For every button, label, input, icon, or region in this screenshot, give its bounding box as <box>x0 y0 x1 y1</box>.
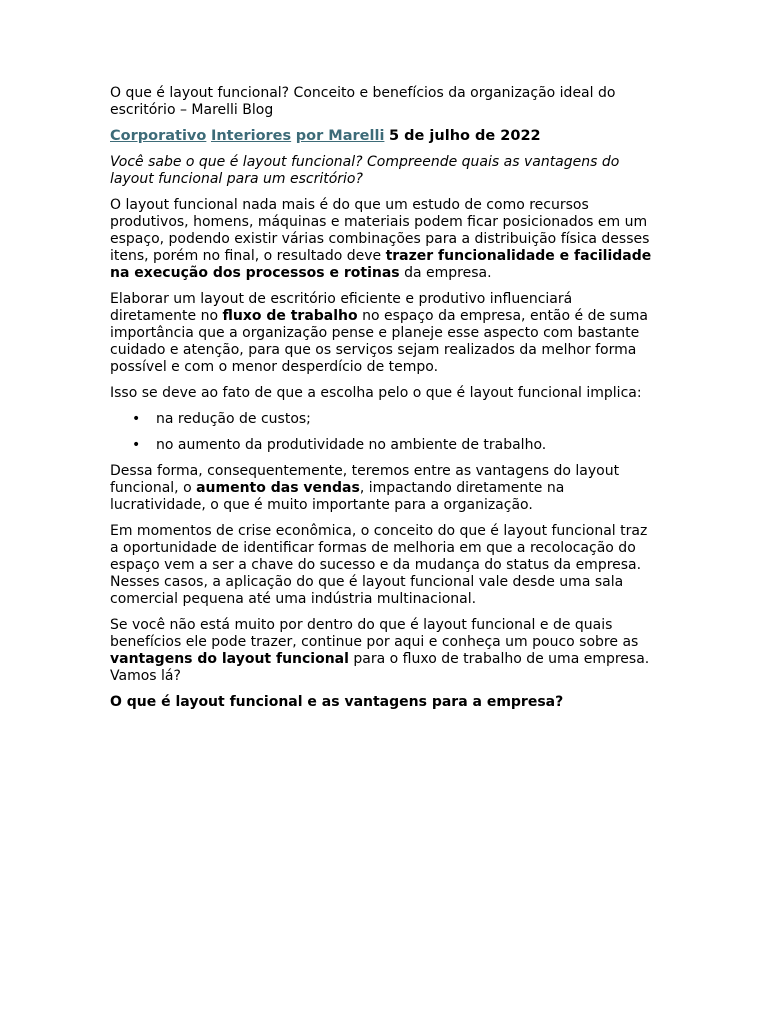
post-date: 5 de julho de 2022 <box>389 128 541 144</box>
paragraph-1-bold: trazer funcionalidade e facilidade na execução dos processos e rotinas <box>110 248 652 281</box>
list-item <box>110 437 660 454</box>
category-link-corporativo[interactable]: Corporativo <box>110 128 207 144</box>
paragraph-6 <box>110 617 660 685</box>
paragraph-2-bold: fluxo de trabalho <box>222 308 358 324</box>
list-item-text: na redução de custos; <box>156 411 311 427</box>
paragraph-1 <box>110 197 660 282</box>
paragraph-6-text-b: para o fluxo de trabalho de uma empresa. Vamos lá? <box>110 651 650 684</box>
paragraph-6-bold: vantagens do layout funcional <box>110 651 349 667</box>
paragraph-6-text-a: Se você não está muito por dentro do que é layout funcional e de quais benefícios ele pode trazer, continue por aqui e conheça um pouco sobre as <box>110 617 639 650</box>
list-item-text: no aumento da produtividade no ambiente de trabalho. <box>156 437 547 453</box>
section-heading: O que é layout funcional e as vantagens para a empresa? <box>110 694 564 710</box>
category-link-interiores[interactable]: Interiores <box>210 128 292 144</box>
document-title: O que é layout funcional? Conceito e benefícios da organização ideal do escritório – Marelli Blog <box>110 85 616 118</box>
lead-paragraph: Você sabe o que é layout funcional? Compreende quais as vantagens do layout funcional para um escritório? <box>110 154 620 187</box>
paragraph-1-text-a: O layout funcional nada mais é do que um estudo de como recursos produtivos, homens, máquinas e materiais podem ficar posicionados em um espaço, podendo existir várias combinações para a distribuição física desses itens, porém no final, o resultado deve <box>110 197 650 264</box>
paragraph-2-text-b: no espaço da empresa, então é de suma importância que a organização pense e planeje esse aspecto com bastante cuidado e atenção, para que os serviços sejam realizados da melhor forma possível e com o menor desperdício de tempo. <box>110 308 648 375</box>
paragraph-1-text-b: da empresa. <box>399 265 492 281</box>
paragraph-4 <box>110 463 660 514</box>
post-meta <box>110 128 660 145</box>
paragraph-2-text-a: Elaborar um layout de escritório eficiente e produtivo influenciará diretamente no <box>110 291 573 324</box>
paragraph-3: Isso se deve ao fato de que a escolha pelo o que é layout funcional implica: <box>110 385 642 401</box>
author-link[interactable]: por Marelli <box>295 128 385 144</box>
bullet-icon: • <box>132 437 141 453</box>
paragraph-5: Em momentos de crise econômica, o conceito do que é layout funcional traz a oportunidade de identificar formas de melhoria em que a recolocação do espaço vem a ser a chave do sucesso e da mudança do status da empresa. Nesses casos, a aplicação do que é layout funcional vale desde uma sala comercial pequena até uma indústria multinacional. <box>110 523 648 607</box>
paragraph-4-text-a: Dessa forma, consequentemente, teremos entre as vantagens do layout funcional, o <box>110 463 620 496</box>
paragraph-4-text-b: , impactando diretamente na lucratividade, o que é muito importante para a organização. <box>110 480 565 513</box>
bullet-icon: • <box>132 411 141 427</box>
list-item <box>110 411 660 428</box>
bullet-list <box>110 411 660 454</box>
paragraph-2 <box>110 291 660 376</box>
paragraph-4-bold: aumento das vendas <box>196 480 360 496</box>
document-body <box>110 85 660 720</box>
